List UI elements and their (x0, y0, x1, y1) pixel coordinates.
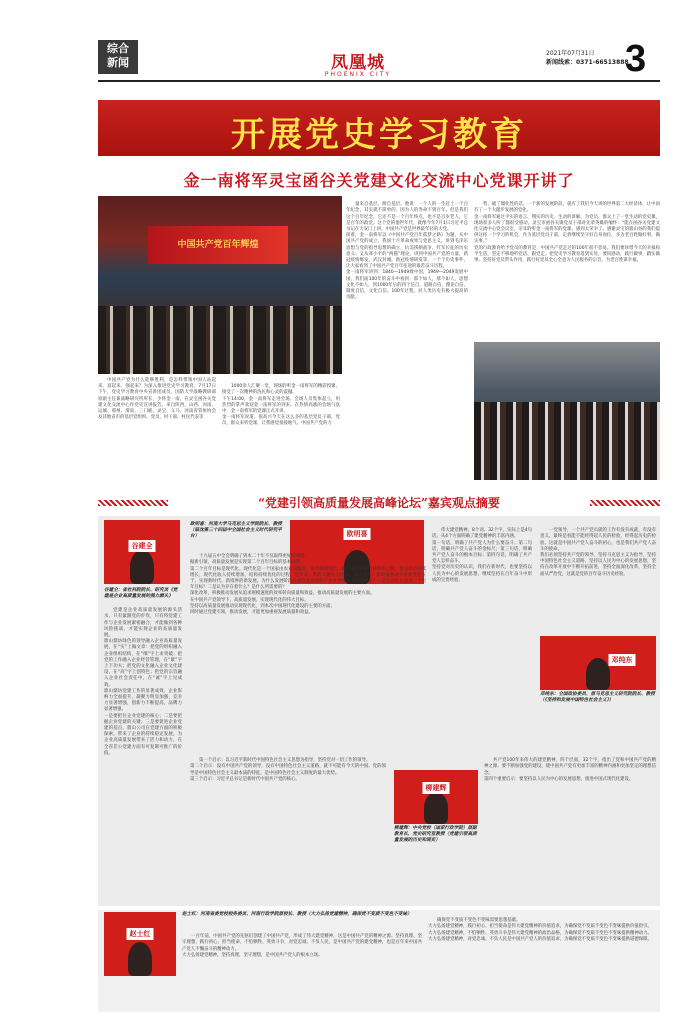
article-col-2-text: 1000余人汇聚一堂，现场聆听金一南将军的精彩授课，接受了一次精神的洗礼和心灵的震撼。 下午14:00，金一南将军走进会场。会场人员集体起立，用热烈的掌声欢迎金一南将军的到来。在热情高涨的会场气氛中，金一南将军的党课正式开讲。 金一南将军说道，很高兴今天在这么多的基层党员干部、党员、群众来听党课，让我感觉很接地气。中国共产党的力 (222, 384, 340, 427)
article-col-4 (474, 196, 660, 334)
speaker-caption-zhao: 赵士红：河南省委党校校务委员、河南行政学院原校长、教授（大力弘扬党建精神，确保党不变质不变色不变味） (182, 912, 412, 917)
forum-text-right-a (432, 522, 532, 722)
forum-text-right-a-body: 伟大建党精神，8个词、32个字，实际上是4句话。从4个方面明确了建党精神的丰富内涵。 第一句话，明确了共产党人为什么要奋斗；第二句话，明确共产党人奋斗的金标尺；第三句话，明确共产党人奋斗的根本目标；第四句话，明确了共产党人怎样奋斗。 坚持党对历史的认识，我们在新时代，也要坚持以人民为中心的发展思想，继续坚持在百年奋斗中形成的宝贵经验。 (432, 528, 532, 583)
speaker-photo-zhao (104, 912, 176, 976)
section-label: 综合 新闻 (98, 40, 138, 74)
speaker-caption-deng: 邓纯东：全国政协委员、原马克思主义研究院院长、教授（《坚持和发展中国特色社会主义》） (540, 692, 655, 704)
forum-text-right-b-body: 共产党100年来伟大的建党精神，四个层面，32个字，指出了党和中国共产党的精神之源。要不断加强党的建设，使中国共产党有更加丰富的精神内涵和更加坚定的理想信念。 第四个重要启示：要坚持以人民为中心的发展思想，推进中国式现代化建设。 (484, 758, 656, 782)
logo-text: 凤凰城 (331, 53, 385, 73)
speaker-nameplate: 欧明喜 (344, 528, 371, 540)
news-hotline: 新闻线索：0371-66513888 (546, 59, 629, 66)
audience-crowd (474, 402, 660, 480)
speaker-text-gu-body: 党建是企业高质量发展的源头活水，只有紧跟党的步伐，只有将党建工作与企业发展紧密融合，才能做到各种风险挑战，才能实现企业的高质量发展。 鼎山鼎坊绿色的领导融入企业高质量发展，在“实”上做文章：把党的组织融入企业组织结构，在“细”字上求突破；把党的工作融入企业经营管理，在“紧”字上下功夫；把党的文化融入企业文化建设，在“高”字上创特色；把党的宗旨融入企业社会责任中，在“诚”字上见成效。 鼎山鼎坊党建工作的显著成效，企业影响力全面提升，凝聚力明显加强，竞争力显著增强，创新力不断提高，品牌力显著增强。 一是要把住企业党建的核心；二是要把握企业党建的关键；三是要促进企业党建的基点，鼎山公司在党建方面的积极探索，带来了企业的持续稳定发展，为企业高质量发展带来了活力和动力，在全省非公党建方面有可复制可推广的价值。 (104, 608, 182, 756)
speaker-text-liu-body: 第一个启示：以习近平新时代中国特色社会主义思想为指导，坚持党对一切工作的领导。 第二个启示：没有中国共产党的领导，没有中国特色社会主义道路，就不可能有今天的中国。党的领导是中国特色社会主义最本质的特征，是中国特色社会主义制度的最大优势。 第三个启示：习近平总书记是新时代中国共产党的核心。 (190, 758, 386, 782)
speaker-text-deng-body: 一党领导，一个共产党员就的工作有没有成就，有没有意义，最终是看能不能经得起人民的检验，经得起历史的检验。这就是中国共产党人奋斗的初心，也是我们共产党人奋斗的使命。 我们必须坚持共产党的领导，坚持马克思主义为指导，坚持中国特色社会主义道路，坚持以人民为中心的发展思想，坚持在改革开放中不断开拓前进，坚持全面深化改革，坚持全面从严治党，这就是党的百年奋斗历史经验。 (540, 528, 656, 577)
audience-photo (474, 342, 660, 480)
article-col-2 (222, 378, 340, 435)
audience-rows (98, 306, 342, 374)
speaker-text-ou (190, 548, 426, 748)
stage-screen: 中国共产党百年辉煌 (148, 226, 288, 264)
logo-subtitle: PHOENIX CITY (324, 71, 392, 78)
article-col-3 (346, 196, 468, 478)
speaker-text-zhao (182, 928, 422, 1008)
forum-text-right-c-body: 确保党不变质不变色不变味需要思想基础。 大力弘扬建党精神，践行初心、担当使命是伟大建党精神的价值追求，为确保党不变质不变色不变味提供价值指引。 大力弘扬建党精神，不怕牺牲、英勇斗争是伟大建党精神的政治品格，为确保党不变质不变色不变味提供精神动力。 大力弘扬建党精神，对党忠诚、不负人民是中国共产党人的价值追求，为确保党不变质不变色不变味提供道德保障。 (428, 918, 652, 942)
speaker-caption-gu: 谷建全：省社科院院长、研究员《党建是企业高质量发展的强力源头》 (104, 588, 178, 600)
issue-date: 2021年07月31日 (546, 50, 595, 57)
article-headline: 金一南将军灵宝函谷关党建文化交流中心党课开讲了 (183, 171, 575, 190)
speaker-photo-deng (540, 636, 656, 690)
speaker-caption-ou: 欧明喜：河南大学马克思主义学院院长、教授（临沈第三十四届中全国社会主义时代研究平台） (190, 522, 282, 540)
speaker-text-deng (540, 522, 656, 632)
masthead-rule (98, 80, 660, 82)
forum-text-right-c (428, 912, 656, 1008)
speaker-text-liu-left (190, 752, 386, 902)
article-col-4-text: 势，破了僵化性的话，一个新的发展阶段，就有了我们今天讲的世界第二大经济体，让中国有了一个大踏步发展的党化。 金一南将军通过平实的语言、翔实的历史，生动的讲解，为党员、群众上了一堂生动的党史课。现场很多人听了都很受感动。灵宝市函谷关镇党员干部对先辈英雄的缅怀：“能在函谷关党建文化交流中心党会议室，亲耳聆听金一南将军的党课，感到太荣幸了。感谢灵宝的鼎山谷的我们提供这样一个学习的机会，作为基层党员干部，定将继续坚守好自身岗位，多为老百姓做好事，做实事。” 党的行政教育给予党员的教育是：中国共产党走过的100年很不容易。我们要珍惜今天的幸福和平生活，坚定不移地听党话、跟党走。把党史学习教育落到实处，要同感动，践行做事，踏实做事。坚持好党员带头作用，践行好党员全心全意为人民服务的宗旨，为老百姓谋幸福。 (474, 202, 660, 264)
speaker-nameplate: 邓纯东 (609, 654, 636, 666)
speaker-text-ou-body: 十九届五中全会明确了到本二十年不仅取得更好的成绩。 据新引领，高质量发展是实现第二个百年目标的基本路径。 第二个百年目标是现代化。现代化是一个国家由农业向城市、由传统到现代、由不发达到发达转换的过程，也是经济持续增长，现代化收入持续增加、结构持续优化的过程。近年来，新的大题在为什么、如何发展？深圳发展动力来源变化在于，实现新时代、新境界的新发展。为什么发展阶段会面临发展新的产业有更好新的质量要求？一是认识什么是第三个百年目标？二是认为存在着什么？是什么所需要的？ 深化改革，积极推动发展从追求规模速度的效率转向质量和效益，推动高质量发展的主要方面。 在中国共产党领导下，高质量发展，实现现代化的伟大目标。 坚持以高质量发展推动实现现代化，到本次中国现代化建设的主要的方面。 同时通过党建引领，推动发展，才能更加重视发展质量和效益。 (190, 554, 426, 616)
speaker-photo-gu (104, 520, 180, 584)
speaker-photo-liu (394, 770, 478, 824)
speaker-caption-liu: 柳建辉：中央党校（国家行政学院）原副教育长、党史研究室教授（党建引领高质量发展的历史和现实） (394, 826, 477, 844)
article-col-1 (98, 378, 216, 422)
speaker-text-zhao-body: 一百年前，中国共产党的先驱们创建了中国共产党，形成了伟大建党精神，这是中国共产党的精神之源。坚持真理、坚守理想，践行初心、担当使命，不怕牺牲、英勇斗争，对党忠诚、不负人民，是中国共产党的建党精神，也是百年来中国共产党人不懈奋斗的精神动力。 大力弘扬建党精神，坚持真理，坚守理想，是中国共产党人的根本立场。 (182, 934, 422, 958)
page-number: 3 (625, 38, 647, 80)
issue-info (546, 49, 629, 67)
speaker-text-gu (104, 602, 182, 902)
speaker-nameplate: 赵士红 (127, 928, 154, 940)
speaker-nameplate: 谷建全 (129, 540, 156, 552)
forum-text-right-b (484, 752, 656, 902)
lecture-hall-photo (98, 196, 342, 374)
article-col-3-text: 量来自基层，源自基层。他说：一个人的一生赶上一个百年纪念，其实就不简单的，因为人的寿命不到百年。但是我们这个百年纪念，它还不是一个百年终点，也不是百岁老人，它是百年的政党。这个党的他世年代，就像今年7月1日习近平总书记在天安门上讲，中国共产党是世界最年轻的大党。 接着，金一南将军以《中国共产党百年孤梦之路》为题，从中国共产党的成立，我国十月革命成果与党思主义，讲到毛泽东思想与党的指导思想的确立，抗美援朝战争、红军长征的历史意义；又从邓小平的“两猫”理论，讲到中国共产党的力量，新冠疫情爆发、武汉封城，新冠疫情研发等，一个个历史事件，让大家看到了中国共产党百年征途的艰苦奋斗历程。 金一南将军讲到：1840—1949救中国，1949—2049发展中国，我们面100年的奋斗中看到：那个如人，那个如人，思想文化不如人，到1000年后的四个信自，道路自信，理论自信，制度自信，文化自信。100年过程，对人类历史有极大提高的贡献。 (346, 202, 468, 301)
article-col-1-text: 中国共产党为什么能够胜利，是怎样带领中国人站起来、富起来、强起来？为深入推进党史学习教育，7月17日下午，党史学习教育中央宣讲团成员、国防大学战略教研部原副主任兼战略研究所所长，少将金一南，在灵宝函谷关党建文化交流中心作党史宣讲报告。来自陕西、山西、河南、运城、邢州、渭南、三门峡、灵宝、义马，河南省管协协会及其他省市的基层党组织、党员、村干部、村民代表等 (98, 378, 216, 421)
forum-title: “党建引领高质量发展高峰论坛”嘉宾观点摘要 (258, 496, 500, 510)
speaker-nameplate: 柳建辉 (423, 782, 450, 794)
newspaper-logo (318, 48, 398, 78)
banner-title: 开展党史学习教育 (231, 115, 527, 155)
